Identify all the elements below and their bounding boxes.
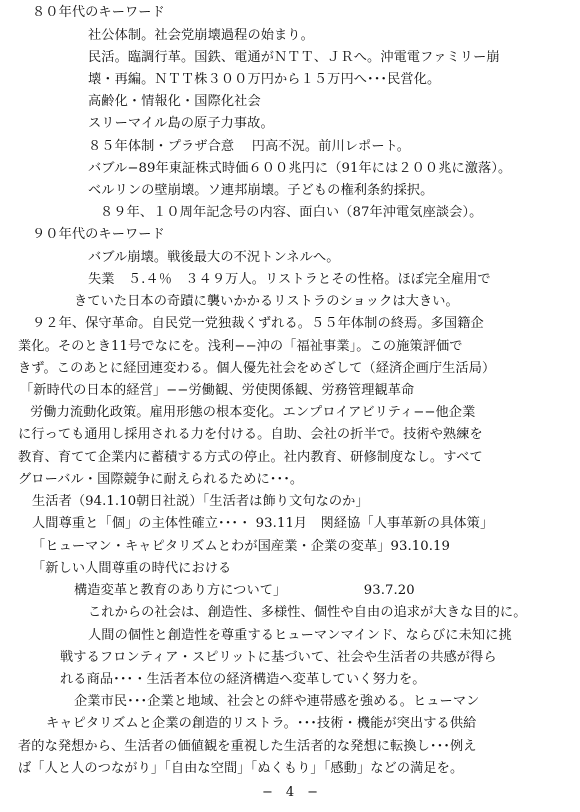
- text-line: 教育、育てて企業内に蓄積する方式の停止。社内教育、研修制度なし。すべて: [18, 450, 483, 465]
- text-line: これからの社会は、創造性、多様性、個性や自由の追求が大きな目的に。: [88, 605, 527, 620]
- text-line: 業化。そのとき11号でなにを。浅利−−沖の「福祉事業」。この施策評価で: [18, 339, 463, 354]
- text-line: 人間尊重と「個」の主体性確立･･･・ 93.11月 関経協「人事革新の具体策」: [32, 516, 494, 531]
- page-number: − 4 −: [261, 785, 319, 800]
- text-line: 生活者（94.1.10朝日社説）「生活者は飾り文句なのか」: [32, 494, 369, 509]
- text-line: キャピタリズムと企業の創造的リストラ。･･･技術・機能が突出する供給: [46, 716, 477, 731]
- text-line: ８５年体制・プラザ合意 円高不況。前川レポート。: [88, 139, 411, 154]
- text-line: に行っても通用し採用される力を付ける。自助、会社の折半で。技術や熟練を: [18, 427, 483, 442]
- text-line: 高齢化・情報化・国際化社会: [88, 94, 261, 109]
- text-line: きていた日本の奇蹟に襲いかかるリストラのショックは大きい。: [74, 294, 459, 309]
- text-line: グローバル・国際競争に耐えられるために･･･。: [18, 472, 304, 487]
- text-line: ８９年、１０周年記念号の内容、面白い（87年沖電気座談会）。: [100, 205, 483, 220]
- text-line: ば「人と人のつながり」「自由な空間」「ぬくもり」「感動」などの満足を。: [18, 761, 464, 776]
- text-line: 人間の個性と創造性を尊重するヒューマンマインド、ならびに未知に挑: [88, 628, 512, 643]
- text-line: ９２年、保守革命。自民党一党独裁くずれる。５５年体制の終焉。多国籍企: [32, 316, 484, 331]
- text-line: 壊・再編。ＮＴＴ株３００万円から１５万円へ･･･民営化。: [88, 72, 441, 87]
- text-line: 戦するフロンティア・スピリットに基づいて、社会や生活者の共感が得ら: [60, 650, 497, 665]
- text-line: 民活。臨調行革。国鉄、電通がＮＴＴ、ＪＲへ。沖電電ファミリー崩: [88, 50, 500, 65]
- text-line: 構造変革と教育のあり方について」 93.7.20: [74, 583, 415, 598]
- text-line: きず。このあとに経団連変わる。個人優先社会をめざして（経済企画庁生活局）: [18, 361, 496, 376]
- heading-90s-keywords: ９０年代のキーワード: [32, 227, 165, 242]
- text-line: 「ヒューマン・キャピタリズムとわが国産業・企業の変革」93.10.19: [32, 539, 451, 554]
- text-line: 労働力流動化政策。雇用形態の根本変化。エンプロイアビリティ−−他企業: [30, 405, 476, 420]
- text-line: 「新時代の日本的経営」−−労働観、労使関係観、労務管理観革命: [20, 383, 415, 398]
- heading-80s-keywords: ８０年代のキーワード: [32, 5, 165, 20]
- text-line: 社公体制。社会党崩壊過程の始まり。: [88, 28, 314, 43]
- text-line: れる商品･･･・生活者本位の経済構造へ変革していく努力を。: [60, 672, 426, 687]
- text-line: ベルリンの壁崩壊。ソ連邦崩壊。子どもの権利条約採択。: [88, 183, 434, 198]
- text-line: 企業市民･･･企業と地域、社会との絆や連帯感を強める。ヒューマン: [74, 694, 480, 709]
- text-line: バブル−89年東証株式時価６００兆円に（91年には２００兆に激落）。: [88, 161, 512, 176]
- text-line: スリーマイル島の原子力事故。: [88, 116, 274, 131]
- text-line: バブル崩壊。戦後最大の不況トンネルへ。: [88, 250, 340, 265]
- text-line: 「新しい人間尊重の時代における: [32, 561, 232, 576]
- text-line: 者的な発想から、生活者の価値観を重視した生活者的な発想に転換し･･･例え: [18, 739, 477, 754]
- text-line: 失業 ５.４％ ３４９万人。リストラとその性格。ほぼ完全雇用で: [88, 272, 491, 287]
